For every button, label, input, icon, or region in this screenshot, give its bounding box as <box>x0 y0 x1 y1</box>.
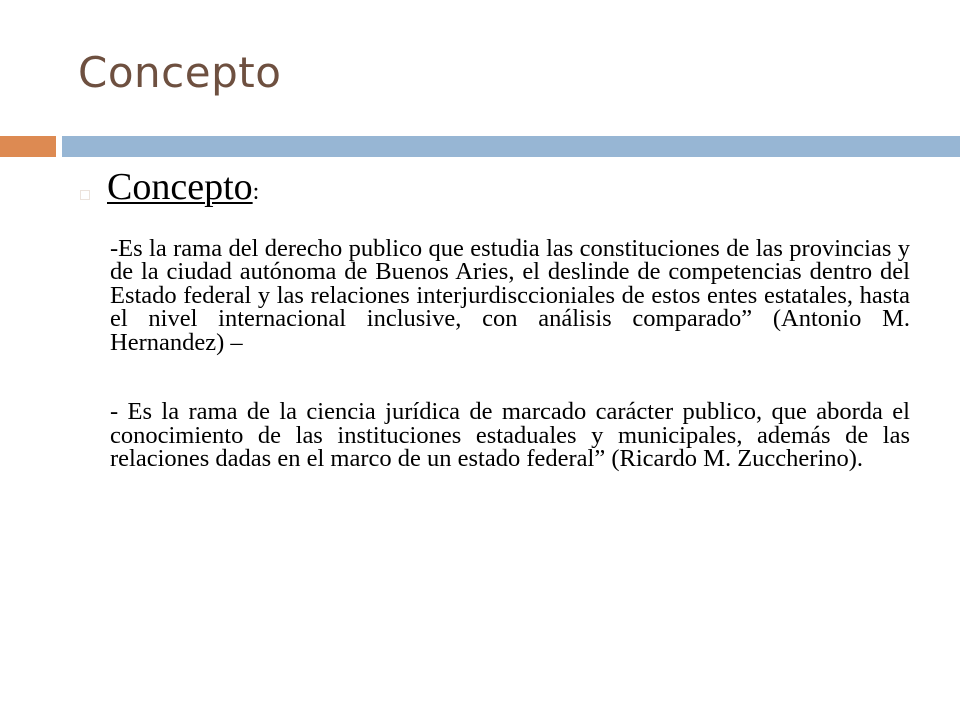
bullet-heading-word: Concepto <box>107 166 253 208</box>
definition-paragraph-2: - Es la rama de la ciencia jurídica de marcado carácter publico, que aborda el conocimiento de las instituciones estaduales y municipales, además de las relaciones dadas en el marco de un estado federal” (Ricardo M. Zuccherino). <box>110 398 910 473</box>
slide-content <box>80 165 915 471</box>
accent-bar-blue <box>62 136 960 157</box>
definition-paragraph-1: -Es la rama del derecho publico que estudia las constituciones de las provincias y de la ciudad autónoma de Buenos Aries, el deslinde de competencias dentro del Estado federal y las relaciones interjurdisccioniales de estos entes estatales, hasta el nivel internacional inclusive, con análisis comparado” (Antonio M. Hernandez) – <box>110 234 910 356</box>
square-bullet-icon <box>80 190 90 200</box>
bullet-heading-colon: : <box>252 179 260 205</box>
accent-bar-orange <box>0 136 56 157</box>
slide-title: Concepto <box>78 48 282 97</box>
bullet-item <box>80 165 915 211</box>
bullet-heading <box>107 165 259 211</box>
